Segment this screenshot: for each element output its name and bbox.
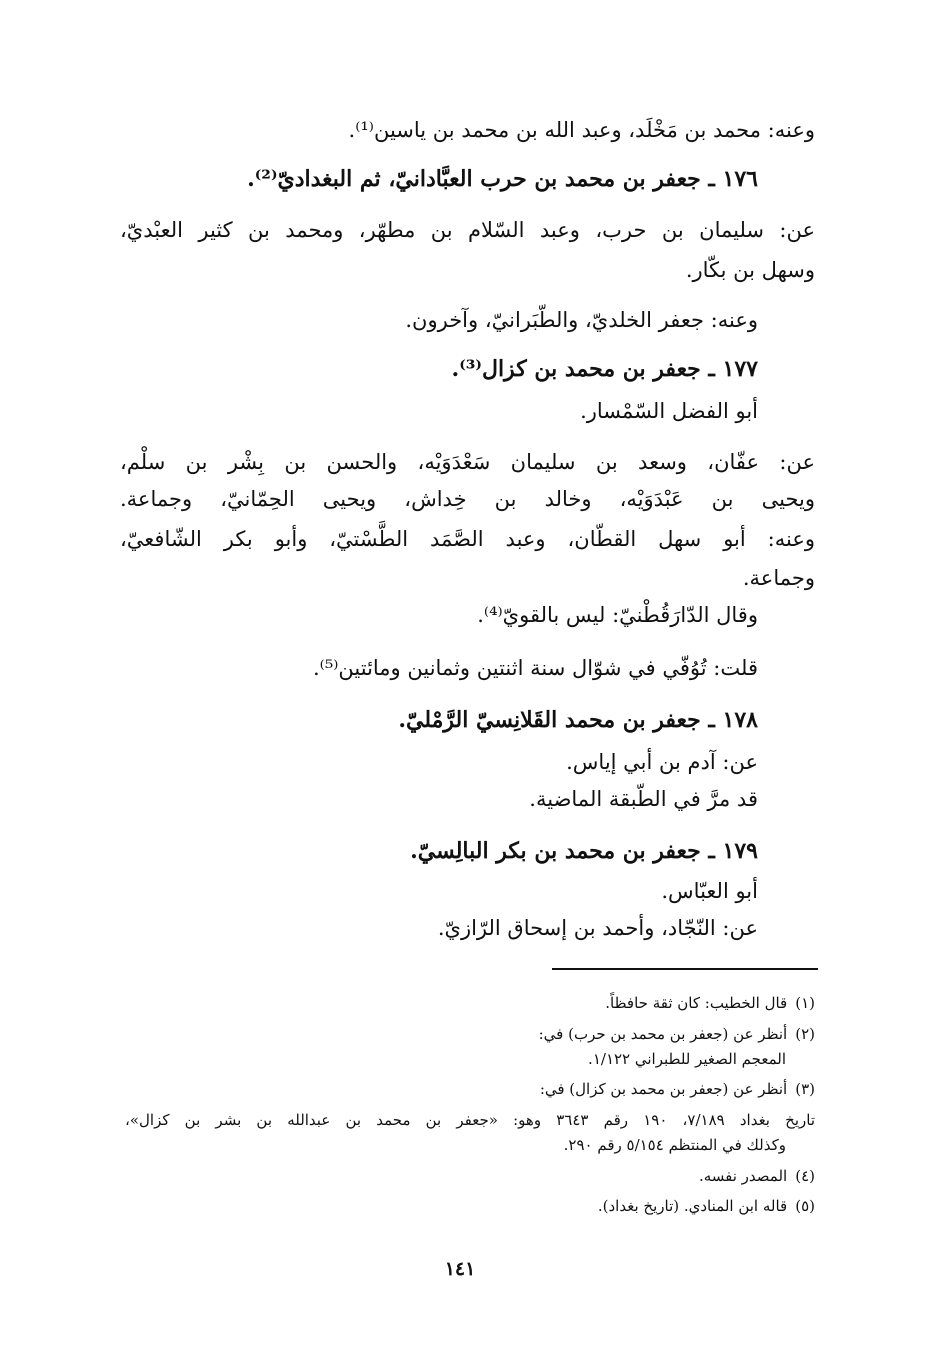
footnote-text: تاريخ بغداد ٧/١٨٩، ١٩٠ رقم ٣٦٤٣ وهو: «جعفر بن محمد بن عبدالله بن بشر بن كزال»، bbox=[125, 1111, 815, 1129]
text-line: وعنه: أبو سهل القطّان، وعبد الصَّمَد الطَّسْتيّ، وأبو بكر الشّافعيّ، bbox=[120, 527, 815, 551]
footnote-text: المصدر نفسه. bbox=[698, 1167, 788, 1185]
footnote-separator bbox=[552, 968, 818, 970]
text-line: أبو العبّاس. bbox=[661, 879, 758, 903]
entry-heading-179: ١٧٩ ـ جعفر بن محمد بن بكر البالِسيّ. bbox=[410, 838, 758, 864]
text-line: قلت: تُوُفّي في شوّال سنة اثنتين وثمانين ومائتين⁽⁵⁾. bbox=[312, 656, 758, 680]
footnote-number: (٤) bbox=[795, 1167, 815, 1185]
footnote-text: المعجم الصغير للطبراني ١/١٢٢. bbox=[588, 1050, 786, 1068]
entry-heading-178: ١٧٨ ـ جعفر بن محمد القَلانِسيّ الرَّمْليّ. bbox=[398, 707, 758, 733]
footnote-text: أنظر عن (جعفر بن محمد بن كزال) في: bbox=[539, 1080, 788, 1098]
footnote-2-continuation bbox=[76, 1048, 786, 1070]
text-line: وقال الدّارَقُطْنيّ: ليس بالقويّ⁽⁴⁾. bbox=[477, 603, 758, 627]
footnote-number: (٥) bbox=[795, 1197, 815, 1215]
entry-heading-176: ١٧٦ ـ جعفر بن محمد بن حرب العبَّادانيّ، ثم البغداديّ⁽²⁾. bbox=[247, 166, 758, 192]
footnote-number: (٣) bbox=[795, 1080, 815, 1098]
footnote-3 bbox=[105, 1078, 815, 1100]
footnote-3-continuation bbox=[125, 1109, 815, 1131]
footnote-4 bbox=[105, 1165, 815, 1187]
footnote-3-continuation bbox=[76, 1134, 786, 1156]
footnote-2 bbox=[105, 1023, 815, 1045]
text-line: ويحيى بن عَبْدَوَيْه، وخالد بن خِداش، ويحيى الحِمّانيّ، وجماعة. bbox=[120, 487, 815, 511]
text-line: وجماعة. bbox=[742, 566, 815, 590]
text-line: عن: آدم بن أبي إياس. bbox=[566, 750, 758, 774]
footnote-text: قاله ابن المنادي. (تاريخ بغداد). bbox=[597, 1197, 788, 1215]
footnote-number: (٢) bbox=[795, 1025, 815, 1043]
footnote-5 bbox=[105, 1195, 815, 1217]
text-line: عن: عفّان، وسعد بن سليمان سَعْدَوَيْه، والحسن بن بِشْر بن سلْم، bbox=[120, 450, 815, 474]
text-line: عن: سليمان بن حرب، وعبد السّلام بن مطهّر، ومحمد بن كثير العبْديّ، bbox=[120, 218, 816, 242]
text-line: وسهل بن بكّار. bbox=[685, 258, 815, 282]
text-line: وعنه: محمد بن مَخْلَد، وعبد الله بن محمد بن ياسين⁽¹⁾. bbox=[348, 118, 815, 142]
text-line: قد مرَّ في الطّبقة الماضية. bbox=[529, 787, 758, 811]
page-number: ١٤١ bbox=[444, 1258, 476, 1280]
text-line: وعنه: جعفر الخلديّ، والطّبَرانيّ، وآخرون. bbox=[405, 308, 758, 332]
text-line: أبو الفضل السّمْسار. bbox=[580, 399, 758, 423]
footnote-1 bbox=[105, 992, 815, 1014]
footnote-text: وكذلك في المنتظم ٥/١٥٤ رقم ٢٩٠. bbox=[563, 1136, 786, 1154]
entry-heading-177: ١٧٧ ـ جعفر بن محمد بن كزال⁽³⁾. bbox=[451, 356, 758, 382]
footnote-text: قال الخطيب: كان ثقة حافظاً. bbox=[605, 994, 788, 1012]
text-line: عن: النّجّاد، وأحمد بن إسحاق الرّازيّ. bbox=[437, 916, 758, 940]
footnote-text: أنظر عن (جعفر بن محمد بن حرب) في: bbox=[538, 1025, 788, 1043]
footnote-number: (١) bbox=[795, 994, 815, 1012]
